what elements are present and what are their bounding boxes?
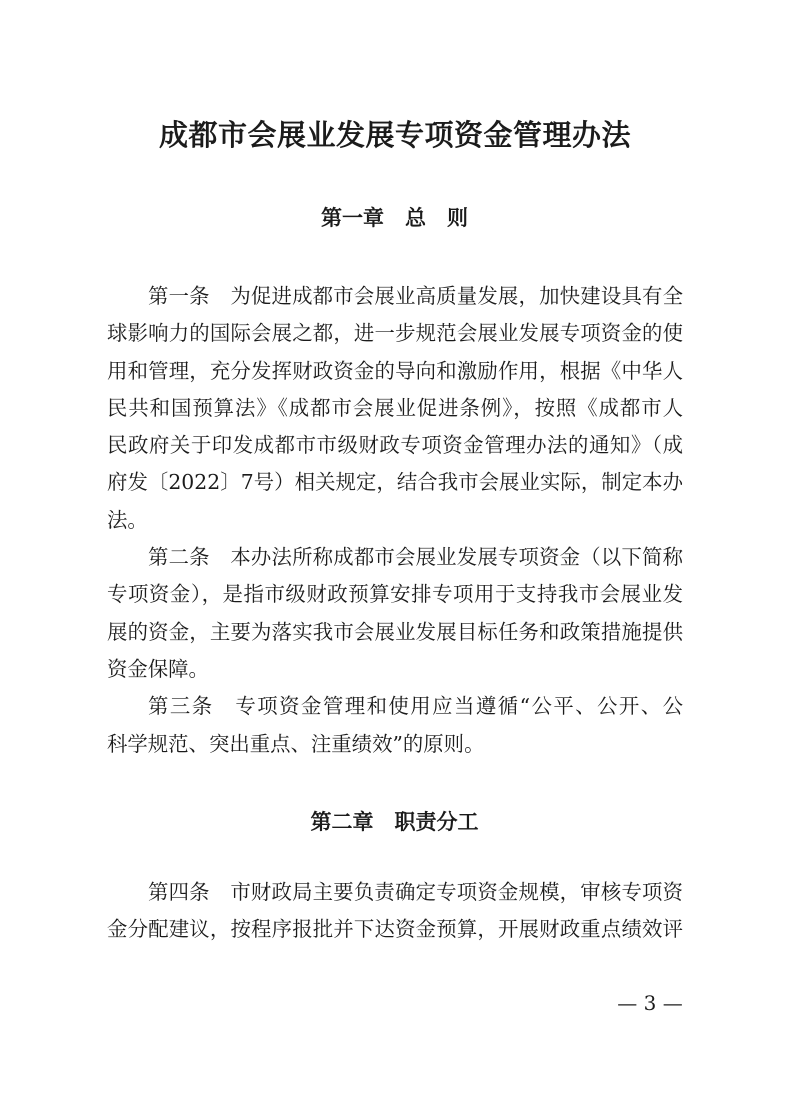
paragraph-line: 资金保障。 bbox=[107, 656, 209, 681]
paragraph-line: 用和管理，充分发挥财政资金的导向和激励作用，根据《中华人 bbox=[107, 358, 683, 383]
paragraph-line: 民政府关于印发成都市市级财政专项资金管理办法的通知》（成 bbox=[107, 433, 683, 458]
chapter-body bbox=[107, 278, 683, 763]
paragraph-line: 科学规范、突出重点、注重绩效”的原则。 bbox=[107, 731, 485, 756]
paragraph-line: 府发〔2022〕7号）相关规定，结合我市会展业实际，制定本办 bbox=[107, 470, 683, 495]
document-title: 成都市会展业发展专项资金管理办法 bbox=[158, 118, 631, 152]
article-paragraph bbox=[107, 688, 683, 763]
page-number: — 3 — bbox=[617, 991, 683, 1015]
article-paragraph bbox=[107, 539, 683, 688]
article-paragraph bbox=[107, 874, 683, 949]
paragraph-line: 第二条 本办法所称成都市会展业发展专项资金（以下简称 bbox=[148, 545, 683, 570]
paragraph-line: 民共和国预算法》《成都市会展业促进条例》，按照《成都市人 bbox=[107, 395, 683, 420]
paragraph-line: 第三条 专项资金管理和使用应当遵循“公平、公开、公 bbox=[148, 694, 683, 719]
article-paragraph bbox=[107, 278, 683, 539]
chapter-body bbox=[107, 874, 683, 949]
paragraph-line: 法。 bbox=[107, 507, 148, 532]
paragraph-line: 球影响力的国际会展之都，进一步规范会展业发展专项资金的使 bbox=[107, 321, 683, 346]
paragraph-line: 第四条 市财政局主要负责确定专项资金规模，审核专项资 bbox=[148, 880, 683, 904]
chapter-heading: 第一章 总 则 bbox=[321, 205, 468, 230]
chapter-heading: 第二章 职责分工 bbox=[310, 809, 479, 834]
paragraph-line: 金分配建议，按程序报批并下达资金预算，开展财政重点绩效评 bbox=[107, 917, 683, 942]
paragraph-line: 专项资金），是指市级财政预算安排专项用于支持我市会展业发 bbox=[107, 582, 683, 607]
paragraph-line: 展的资金，主要为落实我市会展业发展目标任务和政策措施提供 bbox=[107, 619, 683, 644]
paragraph-line: 第一条 为促进成都市会展业高质量发展，加快建设具有全 bbox=[148, 284, 683, 308]
